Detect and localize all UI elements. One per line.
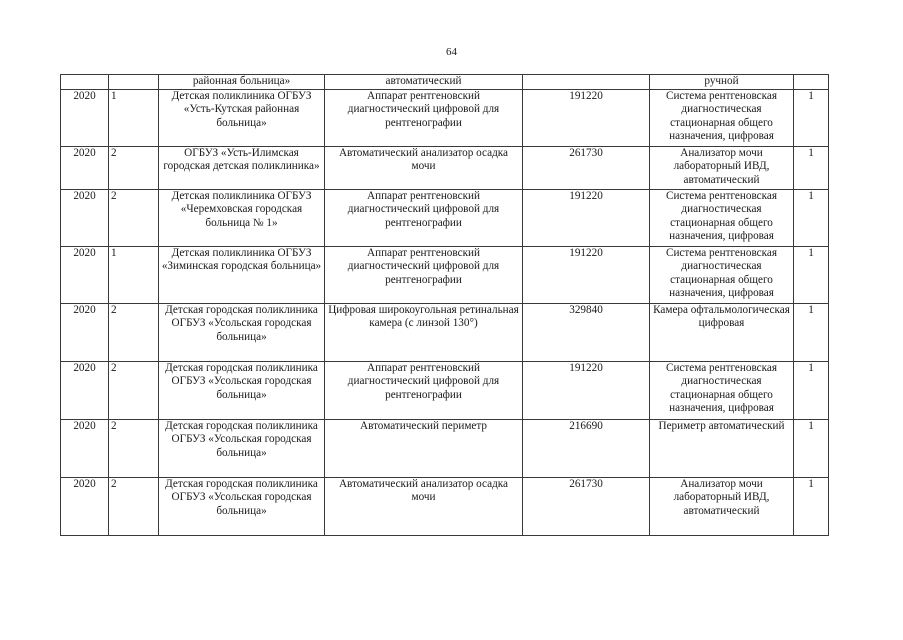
cell-organization: Детская поликлиника ОГБУЗ «Зиминская городская больница» — [159, 246, 325, 303]
cell-num: 1 — [109, 89, 159, 146]
cell-num: 2 — [109, 146, 159, 189]
table-row — [61, 246, 829, 303]
cell-quantity: 1 — [794, 246, 829, 303]
cell-type: Система рентгеновская диагностическая стационарная общего назначения, цифровая — [650, 361, 794, 419]
cell-organization: Детская городская поликлиника ОГБУЗ «Усольская городская больница» — [159, 303, 325, 361]
cell-num: 2 — [109, 477, 159, 535]
cell-organization: Детская поликлиника ОГБУЗ «Черемховская городская больница № 1» — [159, 189, 325, 246]
cell-code: 191220 — [523, 89, 650, 146]
cell-year: 2020 — [61, 246, 109, 303]
cell-type: Система рентгеновская диагностическая стационарная общего назначения, цифровая — [650, 189, 794, 246]
cell-num: 2 — [109, 361, 159, 419]
cell-quantity: 1 — [794, 189, 829, 246]
cell-quantity: 1 — [794, 419, 829, 477]
cell-device: автоматический — [325, 75, 523, 90]
cell-type: Камера офтальмологическая цифровая — [650, 303, 794, 361]
cell-year: 2020 — [61, 189, 109, 246]
cell-code: 191220 — [523, 189, 650, 246]
cell-year: 2020 — [61, 303, 109, 361]
cell-num: 1 — [109, 246, 159, 303]
cell-type: Система рентгеновская диагностическая стационарная общего назначения, цифровая — [650, 89, 794, 146]
cell-code: 191220 — [523, 246, 650, 303]
cell-code: 261730 — [523, 146, 650, 189]
cell-quantity: 1 — [794, 89, 829, 146]
cell-organization: районная больница» — [159, 75, 325, 90]
cell-device: Автоматический анализатор осадка мочи — [325, 477, 523, 535]
cell-num: 2 — [109, 189, 159, 246]
cell-device: Аппарат рентгеновский диагностический цифровой для рентгенографии — [325, 246, 523, 303]
cell-year: 2020 — [61, 361, 109, 419]
cell-num — [109, 75, 159, 90]
cell-device: Цифровая широкоугольная ретинальная камера (с линзой 130°) — [325, 303, 523, 361]
cell-organization: Детская городская поликлиника ОГБУЗ «Усольская городская больница» — [159, 419, 325, 477]
cell-num: 2 — [109, 303, 159, 361]
cell-device: Аппарат рентгеновский диагностический цифровой для рентгенографии — [325, 361, 523, 419]
cell-quantity: 1 — [794, 361, 829, 419]
cell-type: Периметр автоматический — [650, 419, 794, 477]
cell-device: Аппарат рентгеновский диагностический цифровой для рентгенографии — [325, 89, 523, 146]
table-row — [61, 477, 829, 535]
cell-device: Аппарат рентгеновский диагностический цифровой для рентгенографии — [325, 189, 523, 246]
cell-quantity — [794, 75, 829, 90]
table-row — [61, 146, 829, 189]
cell-year — [61, 75, 109, 90]
cell-quantity: 1 — [794, 477, 829, 535]
table-row-continuation — [61, 75, 829, 90]
cell-year: 2020 — [61, 146, 109, 189]
cell-device: Автоматический периметр — [325, 419, 523, 477]
cell-organization: Детская городская поликлиника ОГБУЗ «Усольская городская больница» — [159, 361, 325, 419]
cell-organization: ОГБУЗ «Усть-Илимская городская детская поликлиника» — [159, 146, 325, 189]
cell-quantity: 1 — [794, 303, 829, 361]
table-row — [61, 189, 829, 246]
cell-code: 329840 — [523, 303, 650, 361]
cell-num: 2 — [109, 419, 159, 477]
cell-organization: Детская городская поликлиника ОГБУЗ «Усольская городская больница» — [159, 477, 325, 535]
cell-type: Система рентгеновская диагностическая стационарная общего назначения, цифровая — [650, 246, 794, 303]
cell-type: ручной — [650, 75, 794, 90]
cell-year: 2020 — [61, 477, 109, 535]
page-number: 64 — [446, 46, 457, 58]
table-row — [61, 303, 829, 361]
cell-year: 2020 — [61, 89, 109, 146]
cell-device: Автоматический анализатор осадка мочи — [325, 146, 523, 189]
cell-code: 261730 — [523, 477, 650, 535]
cell-organization: Детская поликлиника ОГБУЗ «Усть-Кутская районная больница» — [159, 89, 325, 146]
table-row — [61, 89, 829, 146]
cell-code: 191220 — [523, 361, 650, 419]
table-row — [61, 361, 829, 419]
cell-year: 2020 — [61, 419, 109, 477]
cell-quantity: 1 — [794, 146, 829, 189]
equipment-table — [60, 74, 829, 536]
table-row — [61, 419, 829, 477]
cell-code — [523, 75, 650, 90]
cell-code: 216690 — [523, 419, 650, 477]
cell-type: Анализатор мочи лабораторный ИВД, автоматический — [650, 477, 794, 535]
cell-type: Анализатор мочи лабораторный ИВД, автоматический — [650, 146, 794, 189]
